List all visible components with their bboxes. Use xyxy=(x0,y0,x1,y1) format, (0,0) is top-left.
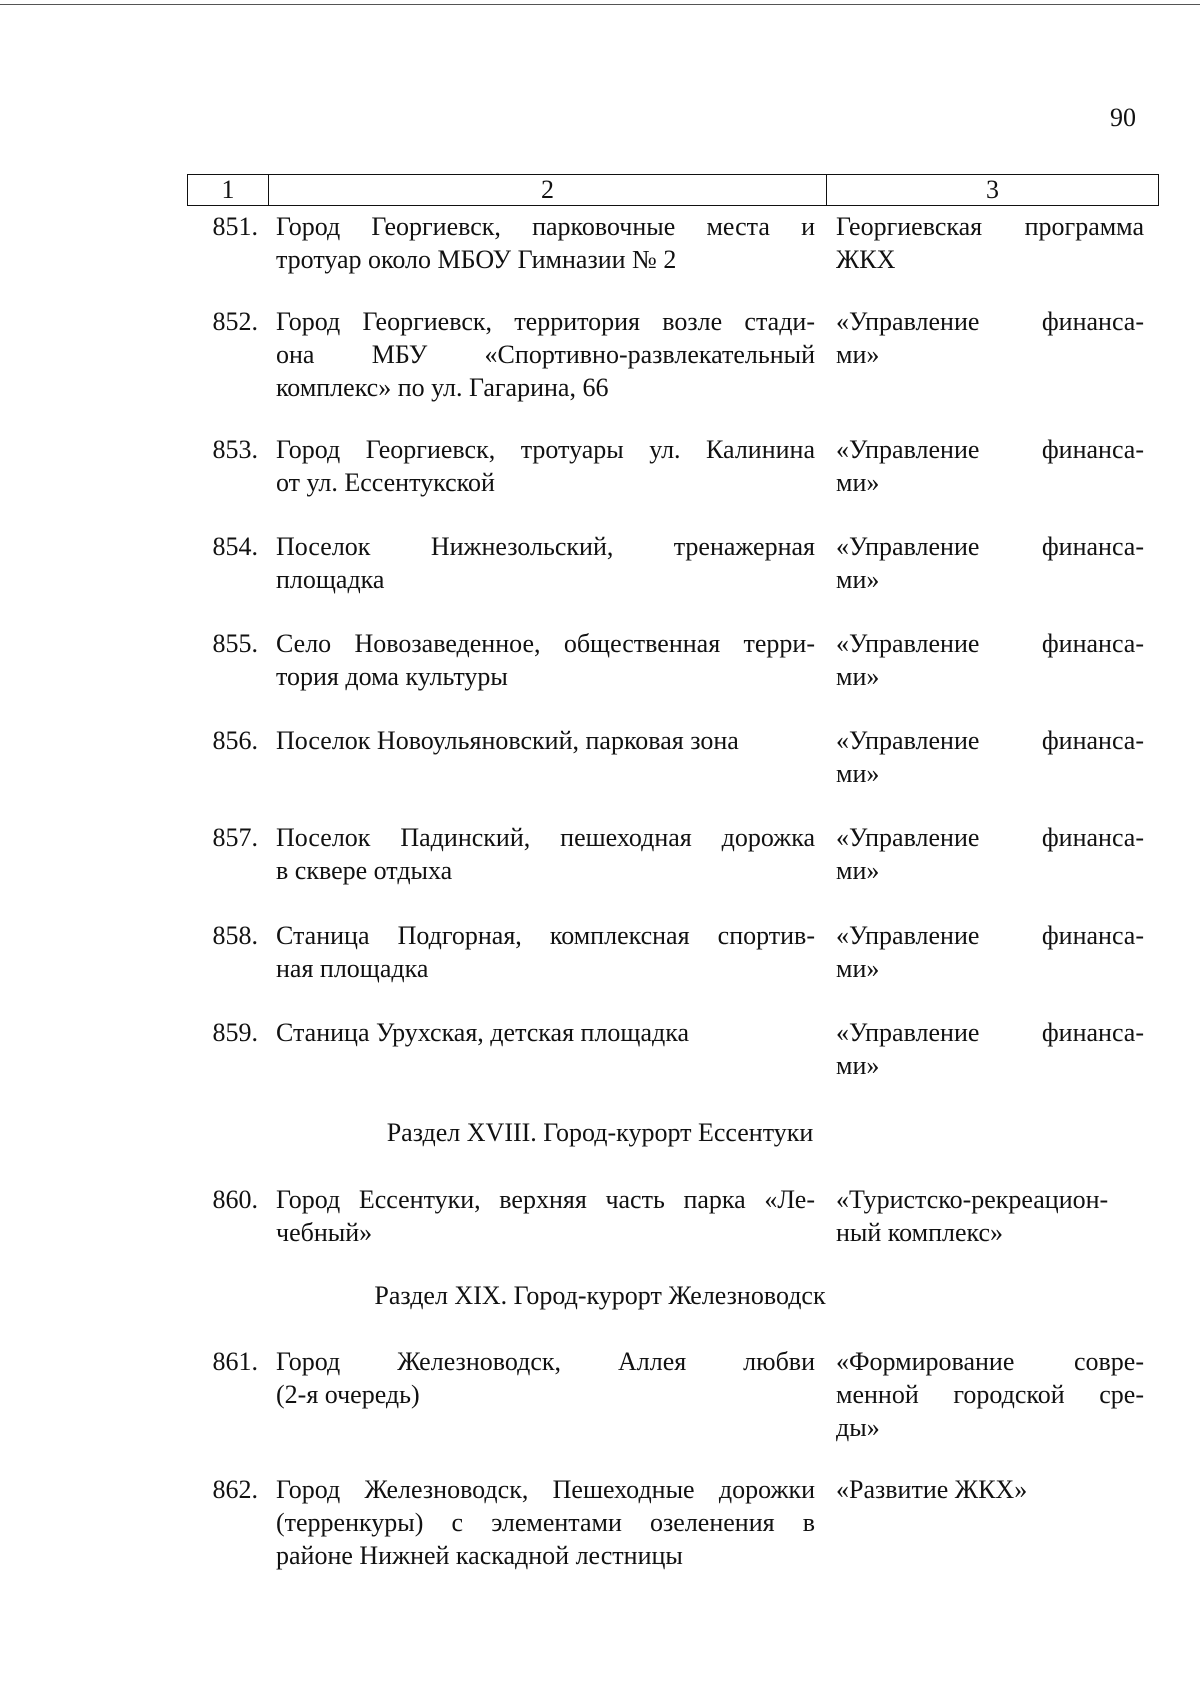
row-program: «Управление финанса- ми» xyxy=(836,532,1144,594)
row-number: 861. xyxy=(212,1347,258,1376)
row-number: 858. xyxy=(212,921,258,950)
row-number: 854. xyxy=(212,532,258,561)
row-location: Город Железноводск, Аллея любви (2-я очередь) xyxy=(276,1347,815,1409)
row-program: «Управление финанса- ми» xyxy=(836,921,1144,983)
header-col-1: 1 xyxy=(188,175,269,205)
table-header xyxy=(187,174,1159,206)
row-number: 857. xyxy=(212,823,258,852)
page-number: 90 xyxy=(1110,103,1136,132)
row-program: «Управление финанса- ми» xyxy=(836,307,1144,369)
header-col-2: 2 xyxy=(269,175,827,205)
row-program: «Развитие ЖКХ» xyxy=(836,1475,1028,1504)
row-location: Город Железноводск, Пешеходные дорожки (терренкуры) с элементами озеленения в районе Нижней каскадной лестницы xyxy=(276,1475,815,1570)
row-location: Город Ессентуки, верхняя часть парка «Ле- чебный» xyxy=(276,1185,815,1247)
row-number: 853. xyxy=(212,435,258,464)
row-number: 856. xyxy=(212,726,258,755)
row-number: 852. xyxy=(212,307,258,336)
row-program: Георгиевская программа ЖКХ xyxy=(836,212,1144,274)
header-col-3: 3 xyxy=(986,175,999,204)
row-number: 855. xyxy=(212,629,258,658)
row-program: «Управление финанса- ми» xyxy=(836,823,1144,885)
row-number: 862. xyxy=(212,1475,258,1504)
row-location: Поселок Падинский, пешеходная дорожка в сквере отдыха xyxy=(276,823,815,885)
row-program: «Туристско-рекреацион- ный комплекс» xyxy=(836,1185,1109,1247)
top-rule xyxy=(0,4,1200,5)
row-program: «Управление финанса- ми» xyxy=(836,726,1144,788)
row-location: Село Новозаведенное, общественная терри- тория дома культуры xyxy=(276,629,815,691)
row-location: Город Георгиевск, тротуары ул. Калинина от ул. Ессентукской xyxy=(276,435,815,497)
row-program: «Формирование совре- менной городской сре- ды» xyxy=(836,1347,1144,1442)
row-number: 859. xyxy=(212,1018,258,1047)
section-heading: Раздел XVIII. Город-курорт Ессентуки xyxy=(386,1118,814,1147)
row-program: «Управление финанса- ми» xyxy=(836,435,1144,497)
row-location: Станица Подгорная, комплексная спортив- ная площадка xyxy=(276,921,815,983)
row-number: 851. xyxy=(212,212,258,241)
section-heading: Раздел XIX. Город-курорт Железноводск xyxy=(374,1281,826,1310)
row-location: Поселок Нижнезольский, тренажерная площадка xyxy=(276,532,815,594)
row-location: Поселок Новоульяновский, парковая зона xyxy=(276,726,739,755)
row-location: Станица Урухская, детская площадка xyxy=(276,1018,689,1047)
row-number: 860. xyxy=(212,1185,258,1214)
row-location: Город Георгиевск, парковочные места и тротуар около МБОУ Гимназии № 2 xyxy=(276,212,815,274)
row-program: «Управление финанса- ми» xyxy=(836,1018,1144,1080)
row-program: «Управление финанса- ми» xyxy=(836,629,1144,691)
row-location: Город Георгиевск, территория возле стади- она МБУ «Спортивно-развлекательный комплекс» по ул. Гагарина, 66 xyxy=(276,307,815,402)
